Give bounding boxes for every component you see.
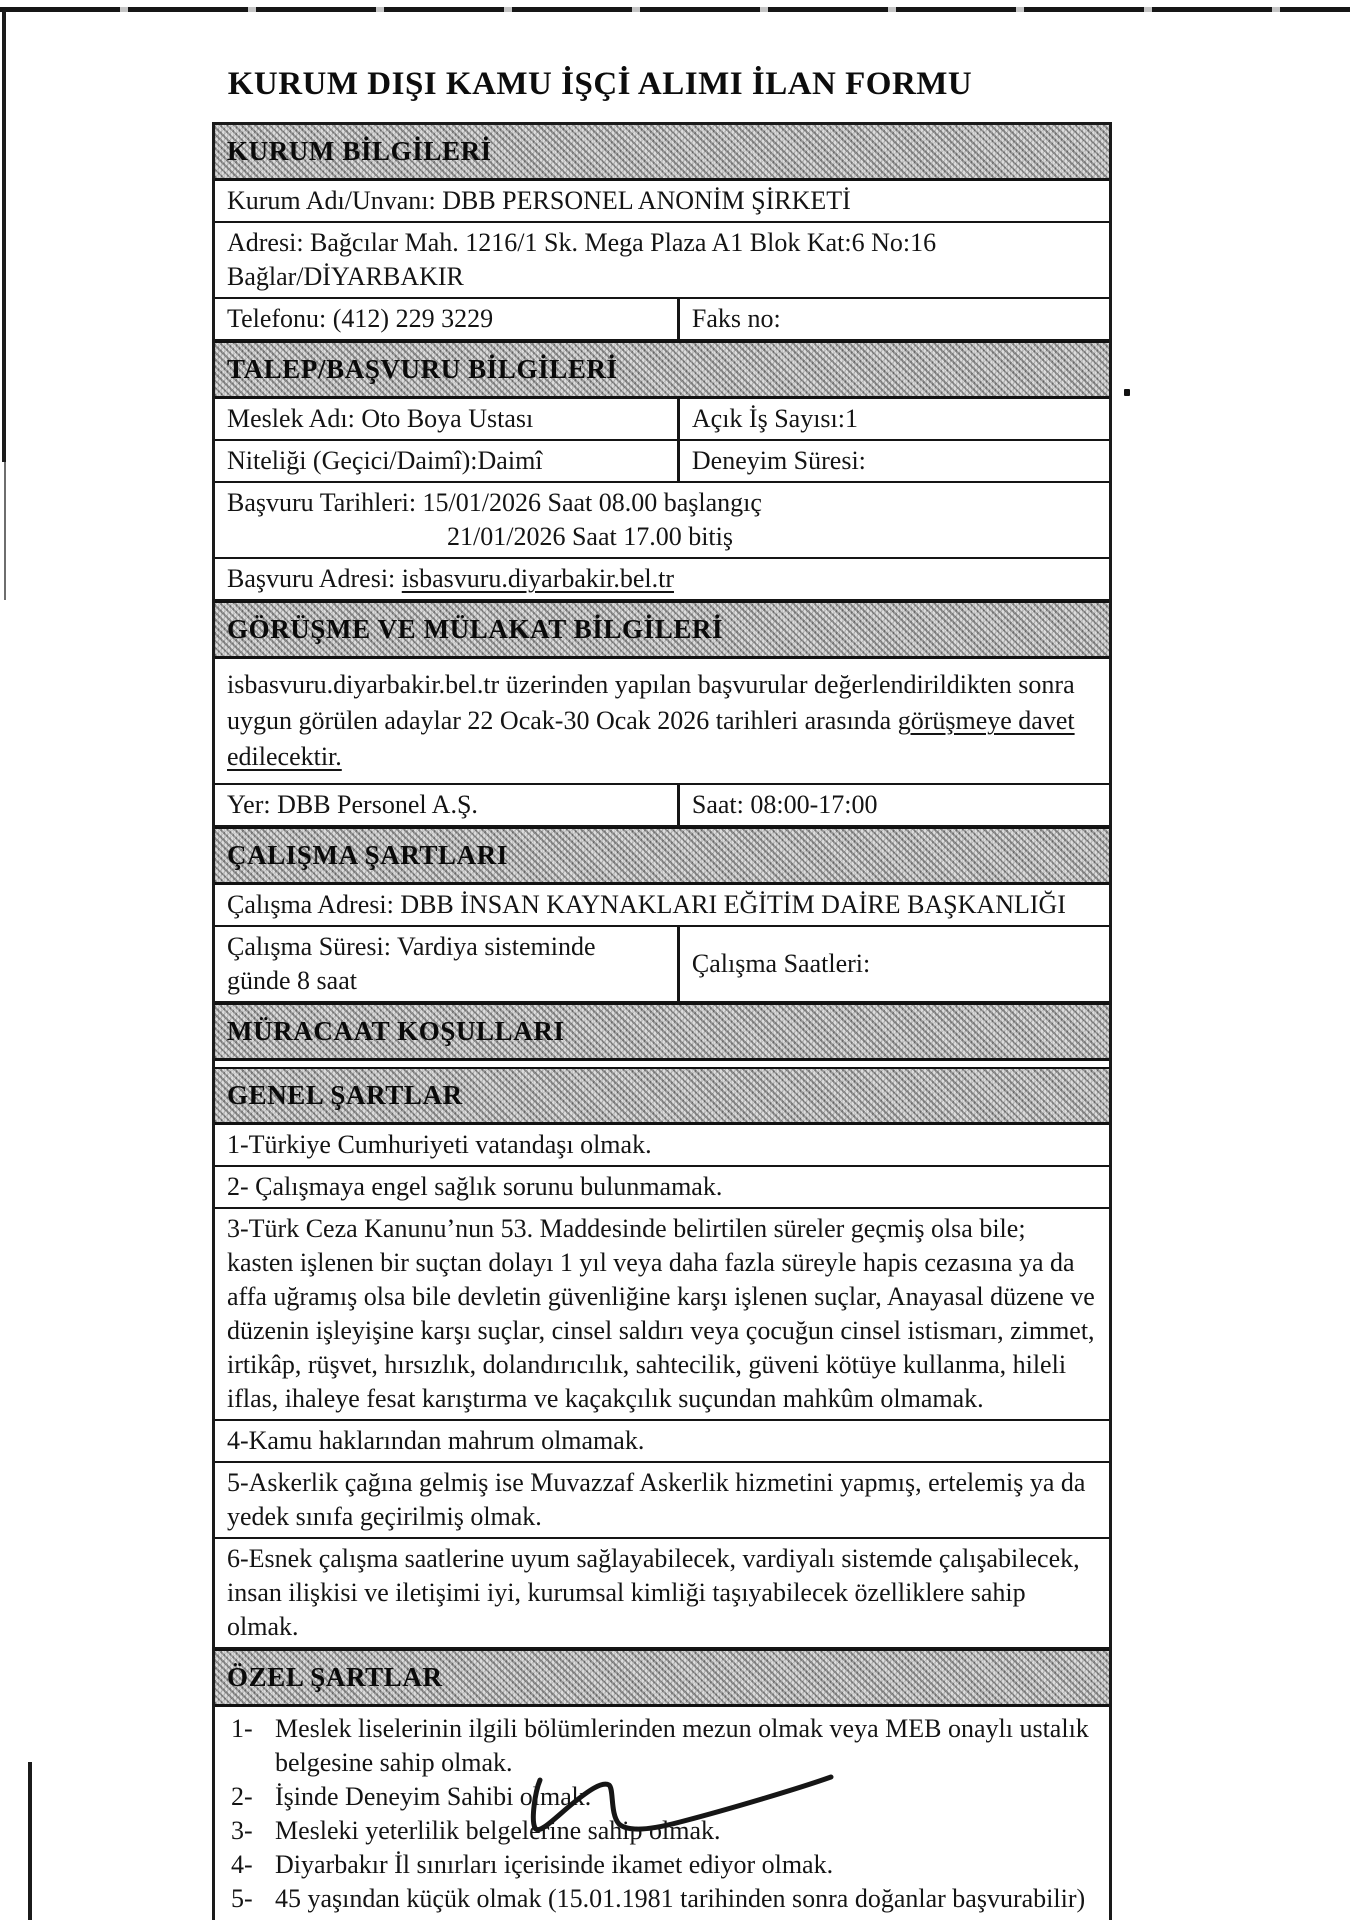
deneyim-suresi: Deneyim Süresi: bbox=[691, 446, 866, 475]
row-calisma-suresi bbox=[215, 927, 1109, 1003]
section-header-talep-basvuru: TALEP/BAŞVURU BİLGİLERİ bbox=[215, 341, 1109, 399]
ozel-sart-3-no: 3- bbox=[231, 1816, 253, 1845]
ozel-sart-2-metin: İşinde Deneyim Sahibi olmak. bbox=[275, 1782, 592, 1811]
meslek-adi: Meslek Adı: Oto Boya Ustası bbox=[215, 399, 680, 439]
basvuru-tarih-bitis: 21/01/2026 Saat 17.00 bitiş bbox=[447, 522, 733, 551]
row-calisma-adresi: Çalışma Adresi: DBB İNSAN KAYNAKLARI EĞİTİM DAİRE BAŞKANLIĞI bbox=[215, 885, 1109, 927]
genel-sart-4: 4-Kamu haklarından mahrum olmamak. bbox=[215, 1421, 1109, 1463]
gorusme-yer: Yer: DBB Personel A.Ş. bbox=[215, 785, 680, 825]
page-top-edge-artifact bbox=[0, 7, 1350, 12]
page-left-edge-artifact bbox=[2, 10, 6, 462]
row-kurum-adi: Kurum Adı/Unvanı: DBB PERSONEL ANONİM ŞİRKETİ bbox=[215, 181, 1109, 223]
page-left-edge-thin-artifact bbox=[4, 462, 6, 600]
row-gorusme-aciklama bbox=[215, 659, 1109, 785]
gorusme-saat: Saat: 08:00-17:00 bbox=[691, 790, 878, 819]
section-header-ozel-sartlar: ÖZEL ŞARTLAR bbox=[215, 1649, 1109, 1707]
genel-sart-5: 5-Askerlik çağına gelmiş ise Muvazzaf Askerlik hizmetini yapmış, ertelemiş ya da yedek sınıfa geçirilmiş olmak. bbox=[215, 1463, 1109, 1539]
row-nitelik bbox=[215, 441, 1109, 483]
calisma-suresi: Çalışma Süresi: Vardiya sisteminde günde 8 saat bbox=[215, 927, 680, 1001]
basvuru-adresi-label: Başvuru Adresi: bbox=[227, 564, 402, 593]
page-left-bottom-artifact bbox=[28, 1762, 32, 1920]
ozel-sart-5-metin: 45 yaşından küçük olmak (15.01.1981 tarihinden sonra doğanlar başvurabilir) bbox=[275, 1884, 1086, 1913]
row-yer-saat bbox=[215, 785, 1109, 827]
basvuru-tarih-baslangic: Başvuru Tarihleri: 15/01/2026 Saat 08.00 başlangıç bbox=[227, 488, 762, 517]
ozel-sart-1-metin: Meslek liselerinin ilgili bölümlerinden mezun olmak veya MEB onaylı ustalık belgesine sahip olmak. bbox=[275, 1714, 1089, 1777]
ozel-sart-3-metin: Mesleki yeterlilik belgelerine sahip olmak. bbox=[275, 1816, 721, 1845]
genel-sart-6: 6-Esnek çalışma saatlerine uyum sağlayabilecek, vardiyalı sistemde çalışabilecek, insan ilişkisi ve iletişimi iyi, kurumsal kimliği taşıyabilecek özelliklere sahip olmak. bbox=[215, 1539, 1109, 1649]
ozel-sart-4-no: 4- bbox=[231, 1850, 253, 1879]
genel-sart-3: 3-Türk Ceza Kanunu’nun 53. Maddesinde belirtilen süreler geçmiş olsa bile; kasten işlenen bir suçtan dolayı 1 yıl veya daha fazla süreyle hapis cezasına ya da affa uğramış olsa bile devletin güvenliğine karşı işlenen suçlar, Anayasal düzene ve düzenin işleyişine karşı suçlar, cinsel saldırı veya çocuğun cinsel istismarı, zimmet, irtikâp, rüşvet, hırsızlık, dolandırıcılık, sahtecilik, güveni kötüye kullanma, hileli iflas, ihaleye fesat karıştırma ve kaçakçılık suçundan mahkûm olmamak. bbox=[215, 1209, 1109, 1421]
genel-sart-1: 1-Türkiye Cumhuriyeti vatandaşı olmak. bbox=[215, 1125, 1109, 1167]
band-separator bbox=[215, 1061, 1109, 1069]
form-title: KURUM DIŞI KAMU İŞÇİ ALIMI İLAN FORMU bbox=[227, 66, 973, 102]
row-meslek bbox=[215, 399, 1109, 441]
form-table bbox=[212, 122, 1112, 1920]
section-header-calisma-sartlari: ÇALIŞMA ŞARTLARI bbox=[215, 827, 1109, 885]
ozel-sart-4-metin: Diyarbakır İl sınırları içerisinde ikamet ediyor olmak. bbox=[275, 1850, 834, 1879]
ozel-sart-5 bbox=[227, 1882, 1097, 1916]
ozel-sart-5-no: 5- bbox=[231, 1884, 253, 1913]
gorusme-aciklama-metin: isbasvuru.diyarbakir.bel.tr üzerinden yapılan başvurular değerlendirildikten sonra uygun görülen adaylar 22 Ocak-30 Ocak 2026 tarihleri arasında bbox=[227, 670, 1075, 735]
calisma-saatleri: Çalışma Saatleri: bbox=[691, 949, 871, 978]
row-basvuru-adresi bbox=[215, 559, 1109, 601]
row-adres: Adresi: Bağcılar Mah. 1216/1 Sk. Mega Plaza A1 Blok Kat:6 No:16 Bağlar/DİYARBAKIR bbox=[215, 223, 1109, 299]
faks-label: Faks no: bbox=[691, 304, 781, 333]
ozel-sart-2-no: 2- bbox=[231, 1782, 253, 1811]
signature bbox=[498, 1762, 858, 1862]
section-header-kurum-bilgileri: KURUM BİLGİLERİ bbox=[215, 125, 1109, 181]
basvuru-adresi-url: isbasvuru.diyarbakir.bel.tr bbox=[401, 564, 674, 593]
section-header-gorusme-mulakat: GÖRÜŞME VE MÜLAKAT BİLGİLERİ bbox=[215, 601, 1109, 659]
speck-artifact bbox=[1124, 389, 1130, 396]
row-basvuru-tarihleri bbox=[215, 483, 1109, 559]
ozel-sart-1-no: 1- bbox=[231, 1714, 253, 1743]
telefon-value: Telefonu: (412) 229 3229 bbox=[215, 299, 680, 339]
acik-is-sayisi: Açık İş Sayısı:1 bbox=[691, 404, 858, 433]
gorusme-aciklama-son: görüşmeye davet edilecektir. bbox=[227, 706, 1075, 771]
nitelik-value: Niteliği (Geçici/Daimî):Daimî bbox=[215, 441, 680, 481]
section-header-muracaat-kosullari: MÜRACAAT KOŞULLARI bbox=[215, 1003, 1109, 1061]
row-telefon-faks bbox=[215, 299, 1109, 341]
genel-sart-2: 2- Çalışmaya engel sağlık sorunu bulunmamak. bbox=[215, 1167, 1109, 1209]
section-header-genel-sartlar: GENEL ŞARTLAR bbox=[215, 1069, 1109, 1125]
